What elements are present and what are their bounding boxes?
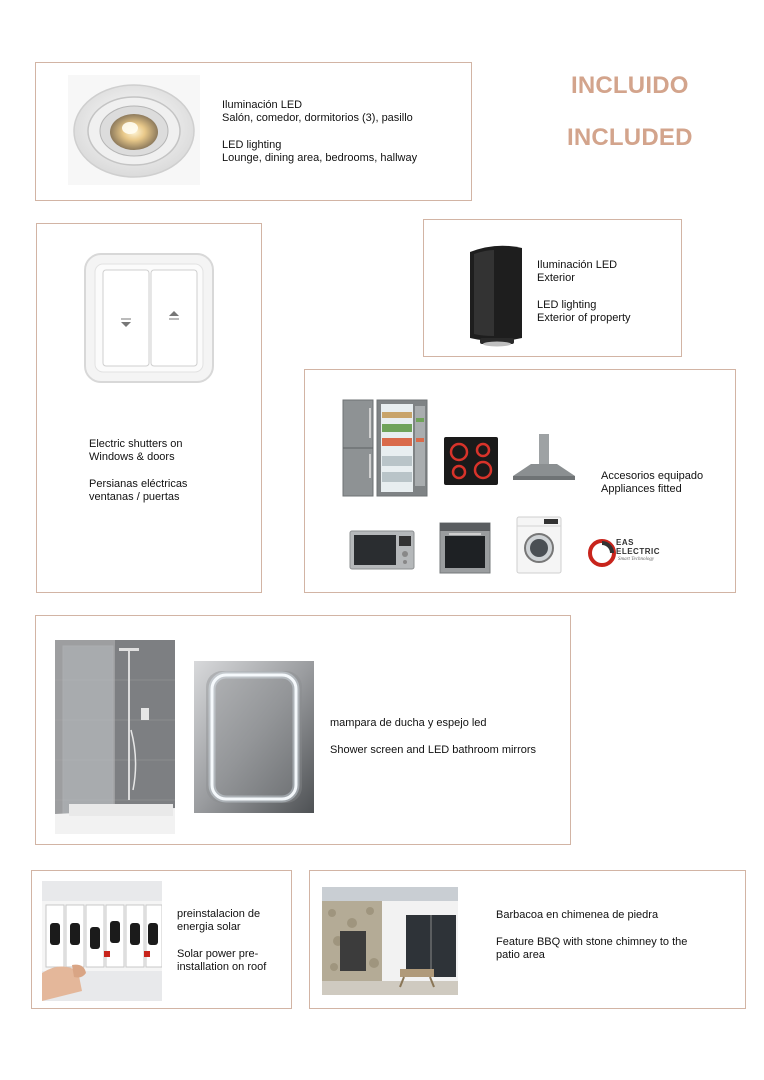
included-en-label: INCLUDED bbox=[567, 124, 693, 151]
shutters-card bbox=[36, 223, 262, 593]
brand-tagline: Smart Technology bbox=[618, 557, 655, 562]
led-interior-en-detail: Lounge, dining area, bedrooms, hallway bbox=[222, 152, 418, 164]
led-exterior-es-title: Iluminación LED bbox=[537, 259, 618, 271]
brand-line1: EAS bbox=[616, 538, 634, 547]
hob-icon bbox=[443, 436, 499, 486]
fridge-icon bbox=[341, 398, 429, 498]
led-exterior-text bbox=[537, 259, 631, 325]
shutter-switch-icon bbox=[83, 252, 217, 386]
appliances-card bbox=[304, 369, 736, 593]
solar-es-line2: energia solar bbox=[177, 921, 241, 933]
bbq-chimney-image bbox=[322, 887, 458, 995]
led-interior-es-detail: Salón, comedor, dormitorios (3), pasillo bbox=[222, 112, 413, 124]
extractor-hood-icon bbox=[511, 432, 577, 484]
led-interior-es-title: Iluminación LED bbox=[222, 99, 303, 111]
appliances-en: Appliances fitted bbox=[601, 483, 682, 495]
bbq-text bbox=[496, 909, 687, 962]
led-exterior-es-detail: Exterior bbox=[537, 272, 575, 284]
bbq-en-line2: patio area bbox=[496, 949, 545, 961]
shutters-text bbox=[89, 438, 187, 504]
bathroom-en: Shower screen and LED bathroom mirrors bbox=[330, 744, 537, 756]
wall-lamp-icon bbox=[464, 240, 528, 350]
oven-icon bbox=[439, 522, 491, 574]
shutters-en-line2: Windows & doors bbox=[89, 451, 175, 463]
shutters-es-line1: Persianas eléctricas bbox=[89, 478, 188, 490]
appliances-es: Accesorios equipado bbox=[601, 470, 704, 482]
circuit-breaker-image bbox=[42, 881, 162, 1001]
solar-card bbox=[31, 870, 292, 1009]
shower-screen-image bbox=[55, 640, 175, 834]
included-es-label: INCLUIDO bbox=[571, 72, 689, 99]
eas-electric-logo bbox=[588, 538, 680, 570]
led-interior-text bbox=[222, 99, 417, 165]
solar-es-line1: preinstalacion de bbox=[177, 908, 261, 920]
led-exterior-en-detail: Exterior of property bbox=[537, 312, 631, 324]
solar-en-line1: Solar power pre- bbox=[177, 948, 259, 960]
bathroom-es: mampara de ducha y espejo led bbox=[330, 717, 487, 729]
downlight-icon bbox=[68, 75, 200, 185]
solar-en-line2: installation on roof bbox=[177, 961, 267, 973]
led-exterior-card bbox=[423, 219, 682, 357]
microwave-icon bbox=[349, 530, 415, 570]
led-mirror-image bbox=[194, 661, 314, 813]
solar-text bbox=[177, 908, 266, 974]
bbq-es: Barbacoa en chimenea de piedra bbox=[496, 909, 659, 921]
led-interior-card bbox=[35, 62, 472, 201]
bathroom-card bbox=[35, 615, 571, 845]
bbq-en-line1: Feature BBQ with stone chimney to the bbox=[496, 936, 688, 948]
bathroom-text bbox=[330, 717, 536, 757]
shutters-en-line1: Electric shutters on bbox=[89, 438, 183, 450]
shutters-es-line2: ventanas / puertas bbox=[89, 491, 180, 503]
bbq-card bbox=[309, 870, 746, 1009]
washing-machine-icon bbox=[516, 516, 562, 574]
led-exterior-en-title: LED lighting bbox=[537, 299, 597, 311]
appliances-text bbox=[601, 470, 703, 496]
brand-line2: ELECTRIC bbox=[616, 547, 660, 556]
led-interior-en-title: LED lighting bbox=[222, 139, 282, 151]
